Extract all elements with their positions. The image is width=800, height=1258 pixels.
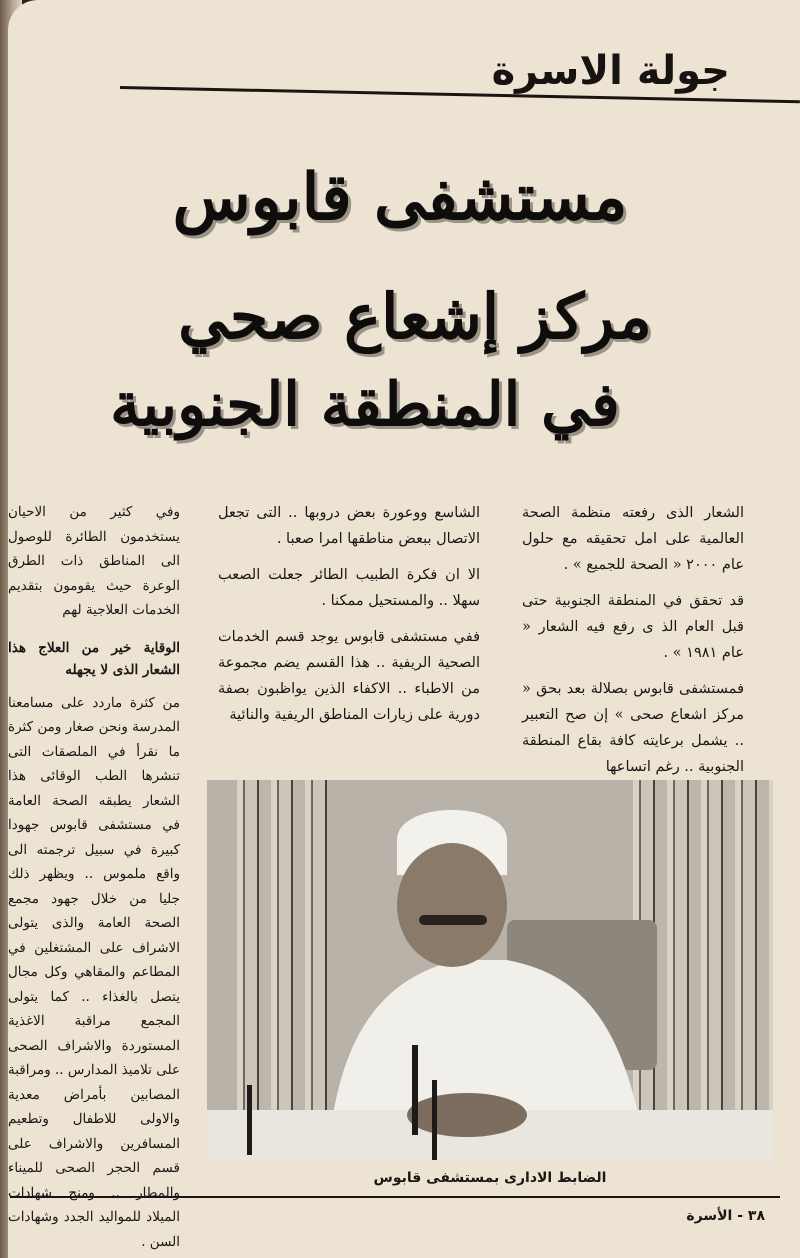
paragraph: الشاسع ووعورة بعض دروبها .. التى تجعل الاتصال ببعض مناطقها امرا صعبا . [218, 505, 480, 547]
paragraph: من كثرة ماردد على مسامعنا المدرسة ونحن صغار ومن كثرة ما نقرأ في الملصقات التى تنشرها الطب الوقائى هذا الشعار يطبقه الصحة العامة في مستشفى قابوس جهودا كبيرة في سبيل ترجمته الى واقع ملموس .. ويظهر ذلك جليا من خلال جهود مجمع الصحة العامة والذى يتولى الاشراف على المشتغلين في المطاعم والمقاهي وكل مجال يتصل بالغذاء .. كما يتولى المجمع مراقبة الاغذية المستوردة والاشراف الصحى على تلاميذ المدارس .. ومراقبة المصابين بأمراض معدية والاولى للاطفال وتطعيم المسافرين والاشراف على قسم الحجر الصحى للميناء والمطار .. ومنح شهادات الميلاد للمواليد الجدد وشهادات السن . [8, 694, 180, 1250]
article-title-line-1: مستشفى قابوس [172, 160, 628, 235]
paragraph: قد تحقق في المنطقة الجنوبية حتى قبل العام الذ ى رفع فيه الشعار « عام ١٩٨١ » . [522, 593, 744, 661]
page-number: ٣٨ - الأسرة [686, 1208, 765, 1224]
photo-caption: الضابط الادارى بمستشفى قابوس [373, 1170, 607, 1186]
text-column-left [8, 500, 180, 1250]
subheading: الوقاية خير من العلاج هذا الشعار الذى لا يجهله [8, 639, 180, 678]
paragraph: فمستشفى قابوس بصلالة بعد بحق « مركز اشعاع صحى » إن صح التعبير .. يشمل برعايته كافة بقاع المنطقة الجنوبية .. رغم اتساعها [522, 681, 744, 775]
section-label: جولة الاسرة [491, 48, 730, 94]
footer-rule [10, 1196, 780, 1198]
paragraph: الشعار الذى رفعته منظمة الصحة العالمية على امل تحقيقه مع حلول عام ٢٠٠٠ « الصحة للجميع » . [522, 505, 744, 573]
article-title-line-3: في المنطقة الجنوبية [110, 370, 620, 440]
text-column-middle [218, 500, 480, 738]
man-figure [207, 780, 773, 1162]
paragraph: الا ان فكرة الطبيب الطائر جعلت الصعب سهلا .. والمستحيل ممكنا . [218, 567, 480, 609]
text-column-right [522, 500, 744, 790]
paragraph: ففي مستشفى قابوس يوجد قسم الخدمات الصحية الريفية .. هذا القسم يضم مجموعة من الاطباء .. الاكفاء الذين يواظبون بصفة دورية على زيارات المناطق الريفية والنائية [218, 629, 480, 723]
article-title-line-2: مركز إشعاع صحي [178, 280, 652, 353]
portrait-photo [207, 780, 773, 1162]
paragraph: وفي كثير من الاحيان يستخدمون الطائرة للوصول الى المناطق ذات الطرق الوعرة حيث يقومون بتقديم الخدمات العلاجية لهم [8, 504, 180, 618]
